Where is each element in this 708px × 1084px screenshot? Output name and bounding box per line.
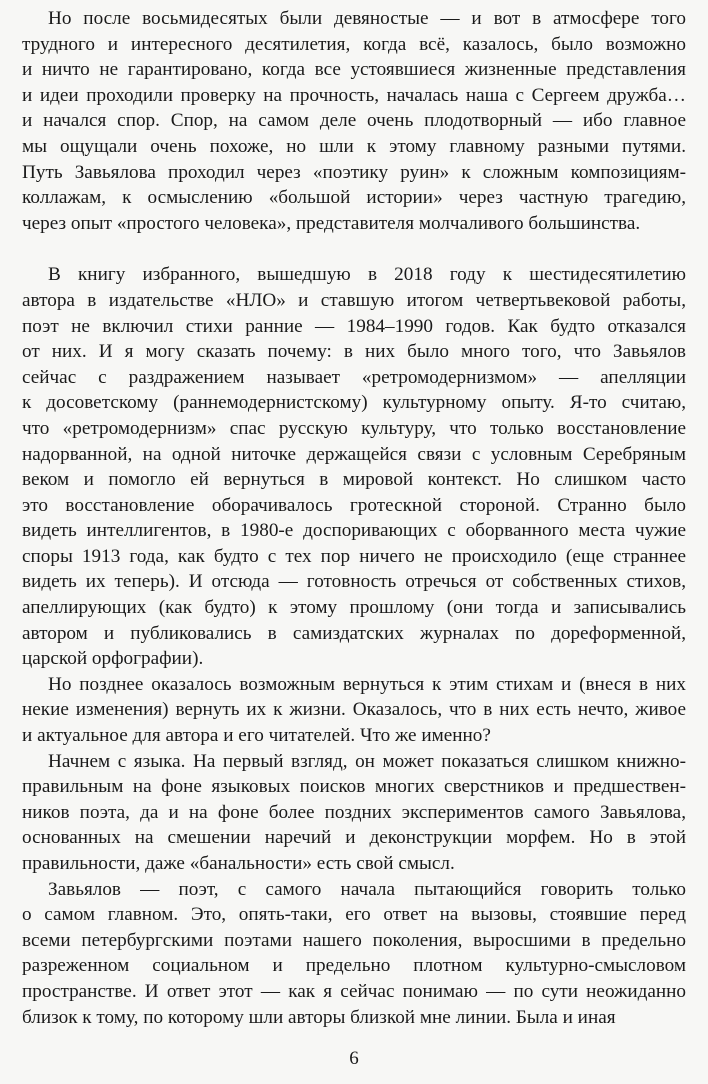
text-line: близок к тому, по которому шли авторы близкой мне линии. Была и иная	[22, 1006, 616, 1028]
text-line: всеми петербургскими поэтами нашего поколения, выросшими в предельно	[22, 929, 686, 951]
text-line: автором и публиковались в самиздатских журналах по дореформенной,	[22, 622, 686, 644]
text-line: правильным на фоне языковых поисков многих сверстников и предшествен-	[22, 776, 686, 798]
text-line: через опыт «простого человека», представителя молчаливого большинства.	[22, 212, 641, 234]
text-line: Завьялов — поэт, с самого начала пытающийся говорить только	[48, 878, 686, 900]
text-line: к досоветскому (раннемодернистскому) культурному опыту. Я-то считаю,	[22, 392, 686, 414]
text-line: и ничто не гарантировано, когда все устоявшиеся жизненные представления	[22, 59, 686, 81]
text-line: В книгу избранного, вышедшую в 2018 году к шестидесятилетию	[48, 264, 686, 286]
paragraph	[22, 877, 686, 1031]
text-line: сейчас с раздражением называет «ретромодернизмом» — апелляции	[22, 366, 686, 388]
paragraph-gap	[22, 236, 686, 262]
text-line: видеть интеллигентов, в 1980-е доспоривающих с оборванного места чужие	[22, 520, 686, 542]
body-text	[22, 6, 686, 1030]
text-line: видеть их теперь). И отсюда — готовность отречься от собственных стихов,	[22, 571, 686, 593]
text-line: трудного и интересного десятилетия, когда всё, казалось, было возможно	[22, 33, 686, 55]
text-line: веком и помогло ей вернуться в мировой контекст. Но слишком часто	[22, 469, 686, 491]
text-line: от них. И я могу сказать почему: в них было много того, что Завьялов	[22, 341, 686, 363]
text-line: коллажам, к осмыслению «большой истории» через частную трагедию,	[22, 187, 686, 209]
text-line: Начнем с языка. На первый взгляд, он может показаться слишком книжно-	[48, 750, 686, 772]
text-line: и актуальное для автора и его читателей. Что же именно?	[22, 725, 491, 747]
text-line: основанных на смешении наречий и деконструкции морфем. Но в этой	[22, 827, 686, 849]
text-line: и идеи проходили проверку на прочность, началась наша с Сергеем дружба…	[22, 84, 686, 106]
paragraph	[22, 262, 686, 672]
text-line: Но позднее оказалось возможным вернуться к этим стихам и (внеся в них	[48, 673, 686, 695]
text-line: мы ощущали очень похоже, но шли к этому главному разными путями.	[22, 135, 686, 157]
page-number: 6	[349, 1048, 359, 1069]
text-line: ников поэта, да и на фоне более поздних экспериментов самого Завьялова,	[22, 801, 686, 823]
text-line: правильности, даже «банальности» есть свой смысл.	[22, 853, 455, 874]
text-line: это восстановление оборачивалось гротескной стороной. Странно было	[22, 494, 686, 516]
paragraph	[22, 672, 686, 749]
text-line: Путь Завьялова проходил через «поэтику руин» к сложным композициям-	[22, 161, 686, 183]
text-line: пространстве. И ответ этот — как я сейчас понимаю — по сути неожиданно	[22, 980, 686, 1002]
text-line: что «ретромодернизм» спас русскую культуру, что только восстановление	[22, 417, 686, 439]
text-line: и начался спор. Спор, на самом деле очень плодотворный — ибо главное	[22, 110, 686, 132]
text-line: апеллирующих (как будто) к этому прошлому (они тогда и записывались	[22, 597, 686, 619]
text-line: автора в издательстве «НЛО» и ставшую итогом четвертьвековой работы,	[22, 289, 686, 311]
text-line: поэт не включил стихи ранние — 1984–1990 годов. Как будто отказался	[22, 315, 686, 337]
text-line: разреженном социальном и предельно плотном культурно-смысловом	[22, 955, 686, 977]
text-line: о самом главном. Это, опять-таки, его ответ на вызовы, стоявшие перед	[22, 904, 686, 926]
text-line: споры 1913 года, как будто с тех пор ничего не происходило (еще страннее	[22, 545, 686, 567]
text-line: надорванной, на одной ниточке держащейся связи с условным Серебряным	[22, 443, 686, 465]
paragraph	[22, 6, 686, 236]
text-line: Но после восьмидесятых были девяностые — и вот в атмосфере того	[48, 8, 686, 29]
paragraph	[22, 749, 686, 877]
text-line: некие изменения) вернуть их к жизни. Оказалось, что в них есть нечто, живое	[22, 699, 686, 721]
text-line: царской орфографии).	[22, 648, 204, 670]
